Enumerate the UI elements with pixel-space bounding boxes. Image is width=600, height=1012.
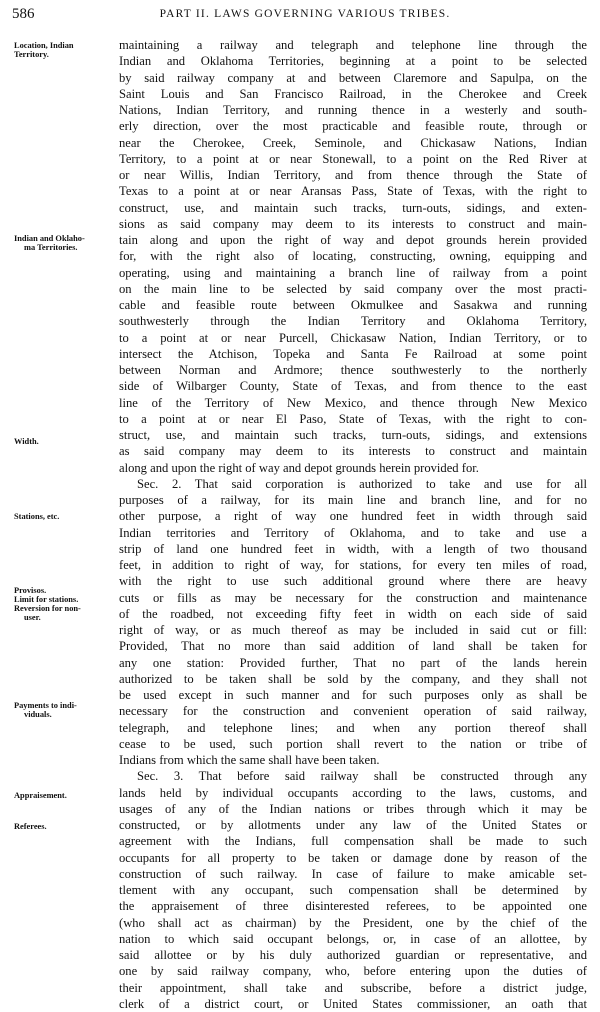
text-line: feet, in addition to right of way, for stations, for every ten miles of road, [119,558,587,572]
margin-note-line: Stations, etc. [14,512,60,521]
text-line: to a point at or near Purcell, Chickasaw Nation, Indian Territory, or to [119,330,587,345]
text-line: telegraph, and telephone lines; and when any portion thereof shall [119,720,587,735]
margin-note-line: Reversion for non- [14,604,81,613]
text-line: one by said railway company, who, before entering upon the duties of [119,964,587,979]
text-line: as said company may deem to its interests to construct and maintain [119,444,587,459]
text-line: erly direction, over the most practicable and feasible route, through or [119,119,587,134]
text-line: necessary for the construction and convenient operation of said railway, [119,704,587,719]
margin-note [14,41,118,59]
running-head: PART II. LAWS GOVERNING VARIOUS TRIBES. [159,8,451,20]
text-line: for, with the right also of locating, constructing, owning, equipping and [119,249,587,264]
margin-note-line: Width. [14,437,39,446]
text-line: southwesterly through the Indian Territory and Oklahoma Territory, [119,314,587,329]
margin-note-line: user. [24,613,41,622]
statute-text [119,37,587,1012]
text-line: agreement with the Indians, full compensation shall be made to such [119,834,587,849]
text-line: Texas to a point at or near Aransas Pass, State of Texas, with the right to [119,184,587,199]
text-line: clerk of a district court, or United States commissioner, an oath that [119,996,587,1011]
margin-note [14,822,118,831]
text-line: construction of such railway. In case of failure to make amicable set- [119,866,587,881]
text-line: (who shall act as chairman) by the President, one by the chief of the [119,915,587,930]
margin-note [14,701,118,719]
text-line: between Norman and Ardmore; thence southwesterly to the northerly [119,363,587,377]
text-line: Saint Louis and San Francisco Railroad, in the Cherokee and Creek [119,86,587,101]
text-line: lands held by individual occupants according to the laws, customs, and [119,785,587,800]
text-line: occupants for all property to be taken or damage done by reason of the [119,850,587,865]
margin-note-line: Limit for stations. [14,595,79,604]
text-line: struct, use, and maintain such tracks, turn-outs, sidings, and extensions [119,428,587,442]
margin-note [14,586,118,622]
text-line: said allottee or by his duly authorized guardian or representative, and [119,948,587,962]
margin-note-line: ma Territories. [24,243,78,252]
text-line: Provided, That no more than said addition of land shall be taken for [119,639,587,654]
text-line: cuts or fills as may be necessary for the construction and maintenance [119,590,587,605]
text-line: with the right to use such additional ground where there are heavy [119,574,587,589]
text-line: near the Cherokee, Creek, Seminole, and Chickasaw Nations, Indian [119,135,587,150]
text-line: the appraisement of three disinterested referees, to be appointed one [119,899,587,914]
text-line: on the main line to be selected by said company over the most practi- [119,281,587,296]
margin-note-line: viduals. [24,710,52,719]
page-number: 586 [12,6,35,22]
text-line: Sec. 3. That before said railway shall be constructed through any [137,769,587,784]
page-header [12,6,588,26]
text-line: their appointment, shall take and subscribe, before a district judge, [119,980,587,995]
text-line: authorized to be taken shall be sold by the company, and they shall not [119,671,587,686]
margin-note [14,791,118,800]
text-line: tain along and upon the right of way and depot grounds herein provided [119,233,587,247]
text-line: intersect the Atchison, Topeka and Santa Fe Railroad at some point [119,346,587,361]
text-line: purposes of a railway, for its main line and branch line, and for no [119,493,587,507]
text-line: operating, using and maintaining a branch line of railway from a point [119,265,587,280]
text-line: constructed, or by allotments under any law of the United States or [119,818,587,832]
margin-note-line: Indian and Oklaho- [14,234,85,243]
text-line: Nations, Indian Territory, and running thence in a westerly and south- [119,103,587,117]
text-line: sions as said company may deem to its interests to construct and main- [119,216,587,231]
text-line: other purpose, a right of way one hundred feet in width through said [119,509,587,524]
text-line: of the roadbed, not exceeding fifty feet in width on each side of said [119,606,587,621]
text-line: construct, use, and maintain such tracks, turn-outs, sidings, and exten- [119,200,587,215]
text-line: tlement with any occupant, such compensation shall be determined by [119,883,587,897]
text-line: cable and feasible route between Okmulkee and Sasakwa and running [119,298,587,312]
text-line: strip of land one hundred feet in width, with a length of two thousand [119,541,587,556]
text-line: Sec. 2. That said corporation is authorized to take and use for all [137,476,587,491]
margin-note-line: Provisos. [14,586,47,595]
margin-note-line: Payments to indi- [14,701,77,710]
text-line: by said railway company at and between Claremore and Sapulpa, on the [119,70,587,85]
text-line: Territory, to a point at or near Stonewall, to a point on the Red River at [119,151,587,166]
text-line: cease to be used, such portion shall revert to the nation or tribe of [119,736,587,751]
text-line: along and upon the right of way and depot grounds herein provided for. [119,460,479,475]
text-line: nation to which said occupant belongs, or, in case of an allottee, by [119,931,587,946]
margin-note-line: Location, Indian [14,41,74,50]
text-line: line of the Territory of New Mexico, and thence through New Mexico [119,395,587,410]
margin-note-line: Appraisement. [14,791,67,800]
text-line: Indian territories and Territory of Oklahoma, and to take and use a [119,525,587,540]
text-line: usages of any of the Indian nations or tribes through which it may be [119,801,587,816]
text-line: be used except in such manner and for such purposes only as shall be [119,688,587,702]
text-line: any one station: Provided further, That no part of the lands herein [119,655,587,670]
margin-note [14,512,118,521]
margin-note-line: Referees. [14,822,47,831]
text-line: maintaining a railway and telegraph and telephone line through the [119,38,587,52]
text-line: side of Wilbarger County, State of Texas, and from thence to the east [119,379,587,394]
text-line: Indian and Oklahoma Territories, beginning at a point to be selected [119,54,587,69]
text-line: Indians from which the same shall have been taken. [119,753,380,767]
text-line: right of way, or as much thereof as may be included in said cut or fill: [119,623,587,637]
text-line: or near Willis, Indian Territory, and from thence through the State of [119,168,587,182]
margin-note [14,234,118,252]
margin-note-line: Territory. [14,50,49,59]
margin-note [14,437,118,446]
text-line: to a point at or near El Paso, State of Texas, with the right to con- [119,411,587,426]
